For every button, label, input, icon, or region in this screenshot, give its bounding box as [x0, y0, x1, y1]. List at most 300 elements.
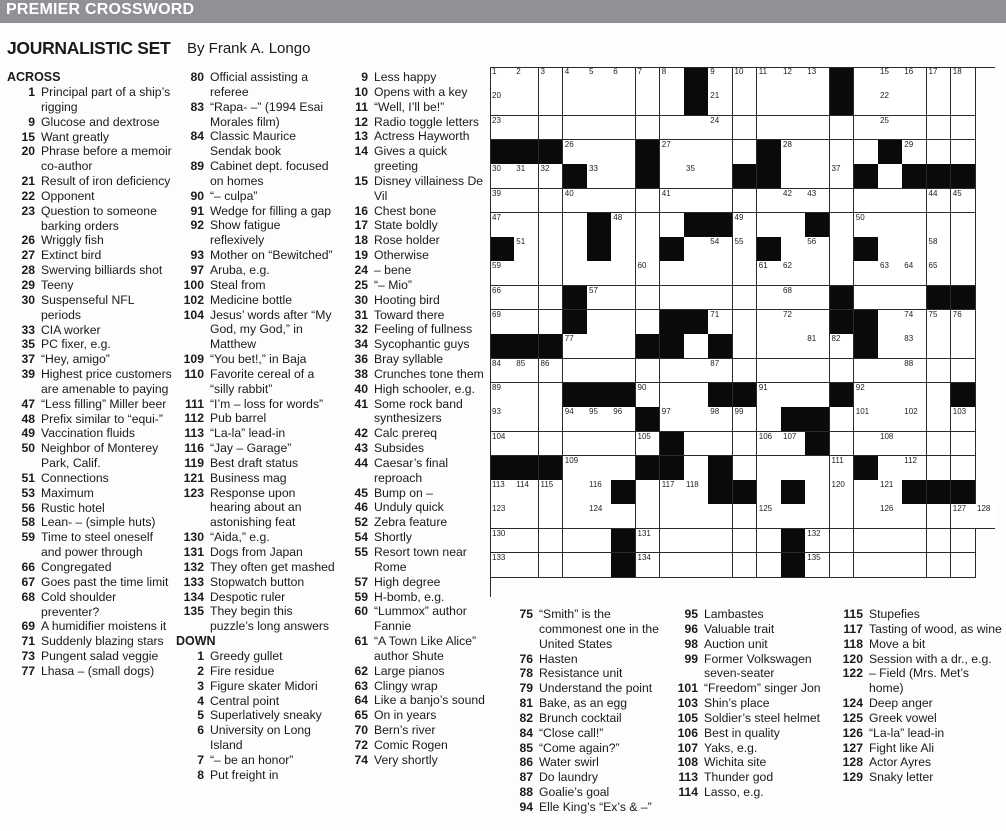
grid-cell[interactable] [878, 334, 903, 359]
grid-cell[interactable] [708, 286, 733, 311]
grid-cell[interactable] [490, 359, 515, 384]
grid-cell[interactable] [902, 286, 927, 311]
grid-cell[interactable] [490, 529, 515, 554]
grid-cell[interactable] [514, 116, 539, 141]
grid-cell[interactable] [539, 553, 564, 578]
grid-cell[interactable] [539, 480, 564, 505]
grid-cell[interactable] [878, 310, 903, 335]
grid-cell[interactable] [927, 407, 952, 432]
grid-cell[interactable] [611, 164, 636, 189]
grid-cell[interactable] [805, 383, 830, 408]
grid-cell[interactable] [514, 67, 539, 92]
grid-cell[interactable] [490, 480, 515, 505]
grid-cell[interactable] [684, 432, 709, 457]
grid-cell[interactable] [951, 67, 976, 92]
grid-cell[interactable] [757, 432, 782, 457]
grid-cell[interactable] [587, 456, 612, 481]
grid-cell[interactable] [878, 164, 903, 189]
grid-cell[interactable] [951, 237, 976, 262]
grid-cell[interactable] [539, 116, 564, 141]
grid-cell[interactable] [660, 261, 685, 286]
grid-cell[interactable] [757, 310, 782, 335]
grid-cell[interactable] [830, 504, 855, 529]
grid-cell[interactable] [733, 91, 758, 116]
grid-cell[interactable] [902, 553, 927, 578]
grid-cell[interactable] [563, 480, 588, 505]
grid-cell[interactable] [636, 310, 661, 335]
grid-cell[interactable] [854, 504, 879, 529]
grid-cell[interactable] [563, 334, 588, 359]
grid-cell[interactable] [539, 310, 564, 335]
grid-cell[interactable] [830, 334, 855, 359]
grid-cell[interactable] [757, 504, 782, 529]
grid-cell[interactable] [733, 286, 758, 311]
grid-cell[interactable] [684, 237, 709, 262]
grid-cell[interactable] [830, 456, 855, 481]
grid-cell[interactable] [733, 504, 758, 529]
grid-cell[interactable] [514, 553, 539, 578]
grid-cell[interactable] [805, 310, 830, 335]
grid-cell[interactable] [830, 359, 855, 384]
grid-cell[interactable] [805, 553, 830, 578]
grid-cell[interactable] [902, 504, 927, 529]
grid-cell[interactable] [757, 407, 782, 432]
grid-cell[interactable] [490, 91, 515, 116]
grid-cell[interactable] [927, 213, 952, 238]
grid-cell[interactable] [684, 334, 709, 359]
grid-cell[interactable] [830, 116, 855, 141]
grid-cell[interactable] [490, 504, 515, 529]
grid-cell[interactable] [587, 529, 612, 554]
grid-cell[interactable] [684, 480, 709, 505]
grid-cell[interactable] [539, 261, 564, 286]
grid-cell[interactable] [514, 286, 539, 311]
grid-cell[interactable] [781, 140, 806, 165]
grid-cell[interactable] [611, 432, 636, 457]
grid-cell[interactable] [636, 237, 661, 262]
grid-cell[interactable] [854, 383, 879, 408]
grid-cell[interactable] [927, 504, 952, 529]
grid-cell[interactable] [951, 407, 976, 432]
grid-cell[interactable] [611, 140, 636, 165]
grid-cell[interactable] [902, 456, 927, 481]
grid-cell[interactable] [781, 91, 806, 116]
grid-cell[interactable] [587, 359, 612, 384]
grid-cell[interactable] [781, 432, 806, 457]
grid-cell[interactable] [490, 383, 515, 408]
grid-cell[interactable] [805, 164, 830, 189]
grid-cell[interactable] [733, 213, 758, 238]
grid-cell[interactable] [733, 140, 758, 165]
grid-cell[interactable] [708, 91, 733, 116]
grid-cell[interactable] [733, 116, 758, 141]
grid-cell[interactable] [951, 310, 976, 335]
grid-cell[interactable] [563, 189, 588, 214]
grid-cell[interactable] [927, 67, 952, 92]
grid-cell[interactable] [539, 286, 564, 311]
grid-cell[interactable] [757, 189, 782, 214]
grid-cell[interactable] [514, 407, 539, 432]
grid-cell[interactable] [636, 359, 661, 384]
grid-cell[interactable] [733, 334, 758, 359]
grid-cell[interactable] [854, 67, 879, 92]
grid-cell[interactable] [878, 91, 903, 116]
grid-cell[interactable] [733, 553, 758, 578]
grid-cell[interactable] [708, 67, 733, 92]
grid-cell[interactable] [854, 529, 879, 554]
grid-cell[interactable] [563, 407, 588, 432]
grid-cell[interactable] [902, 213, 927, 238]
grid-cell[interactable] [805, 529, 830, 554]
grid-cell[interactable] [830, 553, 855, 578]
grid-cell[interactable] [781, 504, 806, 529]
grid-cell[interactable] [539, 164, 564, 189]
grid-cell[interactable] [757, 213, 782, 238]
grid-cell[interactable] [490, 164, 515, 189]
grid-cell[interactable] [539, 213, 564, 238]
grid-cell[interactable] [660, 553, 685, 578]
grid-cell[interactable] [902, 91, 927, 116]
grid-cell[interactable] [878, 456, 903, 481]
grid-cell[interactable] [539, 432, 564, 457]
grid-cell[interactable] [854, 261, 879, 286]
grid-cell[interactable] [733, 359, 758, 384]
grid-cell[interactable] [854, 286, 879, 311]
grid-cell[interactable] [854, 407, 879, 432]
grid-cell[interactable] [539, 67, 564, 92]
grid-cell[interactable] [854, 140, 879, 165]
grid-cell[interactable] [708, 529, 733, 554]
grid-cell[interactable] [902, 383, 927, 408]
grid-cell[interactable] [878, 116, 903, 141]
grid-cell[interactable] [563, 213, 588, 238]
grid-cell[interactable] [563, 529, 588, 554]
grid-cell[interactable] [854, 189, 879, 214]
grid-cell[interactable] [733, 407, 758, 432]
grid-cell[interactable] [539, 189, 564, 214]
grid-cell[interactable] [854, 213, 879, 238]
grid-cell[interactable] [854, 480, 879, 505]
grid-cell[interactable] [684, 553, 709, 578]
grid-cell[interactable] [805, 334, 830, 359]
grid-cell[interactable] [878, 213, 903, 238]
grid-cell[interactable] [684, 456, 709, 481]
grid-cell[interactable] [611, 359, 636, 384]
grid-cell[interactable] [757, 383, 782, 408]
grid-cell[interactable] [951, 334, 976, 359]
grid-cell[interactable] [611, 407, 636, 432]
grid-cell[interactable] [927, 359, 952, 384]
grid-cell[interactable] [781, 189, 806, 214]
grid-cell[interactable] [611, 504, 636, 529]
grid-cell[interactable] [805, 456, 830, 481]
grid-cell[interactable] [587, 407, 612, 432]
grid-cell[interactable] [636, 261, 661, 286]
grid-cell[interactable] [563, 456, 588, 481]
grid-cell[interactable] [927, 237, 952, 262]
grid-cell[interactable] [636, 91, 661, 116]
grid-cell[interactable] [878, 432, 903, 457]
grid-cell[interactable] [927, 140, 952, 165]
grid-cell[interactable] [539, 529, 564, 554]
grid-cell[interactable] [684, 164, 709, 189]
grid-cell[interactable] [951, 261, 976, 286]
grid-cell[interactable] [902, 237, 927, 262]
grid-cell[interactable] [563, 261, 588, 286]
grid-cell[interactable] [781, 116, 806, 141]
grid-cell[interactable] [660, 480, 685, 505]
grid-cell[interactable] [684, 407, 709, 432]
grid-cell[interactable] [514, 237, 539, 262]
grid-cell[interactable] [611, 456, 636, 481]
grid-cell[interactable] [708, 140, 733, 165]
grid-cell[interactable] [757, 529, 782, 554]
grid-cell[interactable] [757, 334, 782, 359]
grid-cell[interactable] [660, 213, 685, 238]
grid-cell[interactable] [490, 67, 515, 92]
grid-cell[interactable] [830, 261, 855, 286]
grid-cell[interactable] [539, 383, 564, 408]
grid-cell[interactable] [587, 189, 612, 214]
grid-cell[interactable] [757, 480, 782, 505]
grid-cell[interactable] [636, 116, 661, 141]
grid-cell[interactable] [854, 116, 879, 141]
grid-cell[interactable] [587, 504, 612, 529]
grid-cell[interactable] [951, 140, 976, 165]
grid-cell[interactable] [660, 504, 685, 529]
grid-cell[interactable] [781, 456, 806, 481]
grid-cell[interactable] [611, 116, 636, 141]
grid-cell[interactable] [636, 67, 661, 92]
grid-cell[interactable] [539, 91, 564, 116]
grid-cell[interactable] [878, 67, 903, 92]
grid-cell[interactable] [951, 553, 976, 578]
grid-cell[interactable] [708, 164, 733, 189]
grid-cell[interactable] [830, 140, 855, 165]
grid-cell[interactable] [636, 213, 661, 238]
grid-cell[interactable] [902, 310, 927, 335]
grid-cell[interactable] [563, 140, 588, 165]
grid-cell[interactable] [733, 189, 758, 214]
grid-cell[interactable] [611, 237, 636, 262]
grid-cell[interactable] [660, 91, 685, 116]
grid-cell[interactable] [854, 91, 879, 116]
grid-cell[interactable] [805, 116, 830, 141]
grid-cell[interactable] [781, 310, 806, 335]
grid-cell[interactable] [733, 529, 758, 554]
grid-cell[interactable] [563, 553, 588, 578]
grid-cell[interactable] [611, 286, 636, 311]
grid-cell[interactable] [781, 261, 806, 286]
grid-cell[interactable] [878, 480, 903, 505]
grid-cell[interactable] [927, 91, 952, 116]
grid-cell[interactable] [878, 553, 903, 578]
grid-cell[interactable] [660, 116, 685, 141]
grid-cell[interactable] [902, 261, 927, 286]
grid-cell[interactable] [708, 237, 733, 262]
grid-cell[interactable] [611, 261, 636, 286]
grid-cell[interactable] [830, 529, 855, 554]
grid-cell[interactable] [490, 261, 515, 286]
grid-cell[interactable] [830, 237, 855, 262]
grid-cell[interactable] [539, 237, 564, 262]
grid-cell[interactable] [684, 529, 709, 554]
grid-cell[interactable] [781, 164, 806, 189]
grid-cell[interactable] [660, 140, 685, 165]
grid-cell[interactable] [611, 91, 636, 116]
grid-cell[interactable] [878, 504, 903, 529]
grid-cell[interactable] [708, 189, 733, 214]
grid-cell[interactable] [490, 189, 515, 214]
grid-cell[interactable] [902, 334, 927, 359]
grid-cell[interactable] [660, 286, 685, 311]
grid-cell[interactable] [660, 67, 685, 92]
grid-cell[interactable] [878, 529, 903, 554]
grid-cell[interactable] [563, 91, 588, 116]
grid-cell[interactable] [587, 553, 612, 578]
grid-cell[interactable] [708, 407, 733, 432]
grid-cell[interactable] [636, 553, 661, 578]
grid-cell[interactable] [757, 67, 782, 92]
grid-cell[interactable] [587, 67, 612, 92]
grid-cell[interactable] [951, 504, 976, 529]
grid-cell[interactable] [660, 407, 685, 432]
grid-cell[interactable] [733, 432, 758, 457]
grid-cell[interactable] [975, 504, 995, 529]
grid-cell[interactable] [733, 456, 758, 481]
grid-cell[interactable] [878, 383, 903, 408]
grid-cell[interactable] [684, 504, 709, 529]
grid-cell[interactable] [660, 383, 685, 408]
grid-cell[interactable] [611, 310, 636, 335]
grid-cell[interactable] [660, 529, 685, 554]
grid-cell[interactable] [514, 91, 539, 116]
grid-cell[interactable] [951, 189, 976, 214]
grid-cell[interactable] [684, 140, 709, 165]
grid-cell[interactable] [805, 67, 830, 92]
grid-cell[interactable] [902, 140, 927, 165]
grid-cell[interactable] [514, 529, 539, 554]
grid-cell[interactable] [660, 164, 685, 189]
grid-cell[interactable] [757, 359, 782, 384]
grid-cell[interactable] [781, 383, 806, 408]
grid-cell[interactable] [830, 164, 855, 189]
grid-cell[interactable] [781, 334, 806, 359]
grid-cell[interactable] [927, 383, 952, 408]
grid-cell[interactable] [708, 553, 733, 578]
grid-cell[interactable] [927, 116, 952, 141]
grid-cell[interactable] [951, 359, 976, 384]
grid-cell[interactable] [805, 261, 830, 286]
grid-cell[interactable] [636, 383, 661, 408]
grid-cell[interactable] [830, 432, 855, 457]
grid-cell[interactable] [902, 432, 927, 457]
grid-cell[interactable] [854, 553, 879, 578]
grid-cell[interactable] [781, 67, 806, 92]
grid-cell[interactable] [636, 480, 661, 505]
grid-cell[interactable] [805, 504, 830, 529]
grid-cell[interactable] [587, 334, 612, 359]
grid-cell[interactable] [927, 432, 952, 457]
grid-cell[interactable] [951, 456, 976, 481]
grid-cell[interactable] [733, 237, 758, 262]
grid-cell[interactable] [927, 529, 952, 554]
grid-cell[interactable] [587, 432, 612, 457]
grid-cell[interactable] [902, 116, 927, 141]
grid-cell[interactable] [636, 432, 661, 457]
grid-cell[interactable] [902, 529, 927, 554]
grid-cell[interactable] [514, 261, 539, 286]
grid-cell[interactable] [902, 359, 927, 384]
grid-cell[interactable] [684, 383, 709, 408]
grid-cell[interactable] [805, 91, 830, 116]
grid-cell[interactable] [733, 310, 758, 335]
grid-cell[interactable] [951, 116, 976, 141]
grid-cell[interactable] [781, 237, 806, 262]
grid-cell[interactable] [757, 91, 782, 116]
grid-cell[interactable] [830, 407, 855, 432]
grid-cell[interactable] [951, 213, 976, 238]
grid-cell[interactable] [684, 261, 709, 286]
grid-cell[interactable] [490, 432, 515, 457]
grid-cell[interactable] [587, 261, 612, 286]
grid-cell[interactable] [587, 286, 612, 311]
grid-cell[interactable] [490, 407, 515, 432]
grid-cell[interactable] [563, 237, 588, 262]
grid-cell[interactable] [587, 140, 612, 165]
grid-cell[interactable] [757, 553, 782, 578]
grid-cell[interactable] [805, 359, 830, 384]
grid-cell[interactable] [733, 67, 758, 92]
grid-cell[interactable] [587, 164, 612, 189]
grid-cell[interactable] [757, 116, 782, 141]
grid-cell[interactable] [805, 189, 830, 214]
grid-cell[interactable] [902, 189, 927, 214]
grid-cell[interactable] [539, 359, 564, 384]
grid-cell[interactable] [490, 553, 515, 578]
grid-cell[interactable] [490, 310, 515, 335]
grid-cell[interactable] [951, 432, 976, 457]
grid-cell[interactable] [636, 504, 661, 529]
grid-cell[interactable] [708, 310, 733, 335]
grid-cell[interactable] [684, 189, 709, 214]
grid-cell[interactable] [805, 237, 830, 262]
grid-cell[interactable] [781, 213, 806, 238]
grid-cell[interactable] [490, 213, 515, 238]
grid-cell[interactable] [514, 189, 539, 214]
grid-cell[interactable] [878, 189, 903, 214]
grid-cell[interactable] [927, 456, 952, 481]
grid-cell[interactable] [781, 359, 806, 384]
grid-cell[interactable] [636, 286, 661, 311]
grid-cell[interactable] [854, 432, 879, 457]
grid-cell[interactable] [563, 67, 588, 92]
grid-cell[interactable] [636, 529, 661, 554]
grid-cell[interactable] [684, 359, 709, 384]
grid-cell[interactable] [927, 553, 952, 578]
grid-cell[interactable] [927, 334, 952, 359]
grid-cell[interactable] [830, 480, 855, 505]
grid-cell[interactable] [878, 407, 903, 432]
grid-cell[interactable] [514, 164, 539, 189]
grid-cell[interactable] [684, 116, 709, 141]
grid-cell[interactable] [708, 116, 733, 141]
grid-cell[interactable] [611, 189, 636, 214]
grid-cell[interactable] [902, 67, 927, 92]
grid-cell[interactable] [514, 383, 539, 408]
grid-cell[interactable] [563, 116, 588, 141]
grid-cell[interactable] [636, 189, 661, 214]
